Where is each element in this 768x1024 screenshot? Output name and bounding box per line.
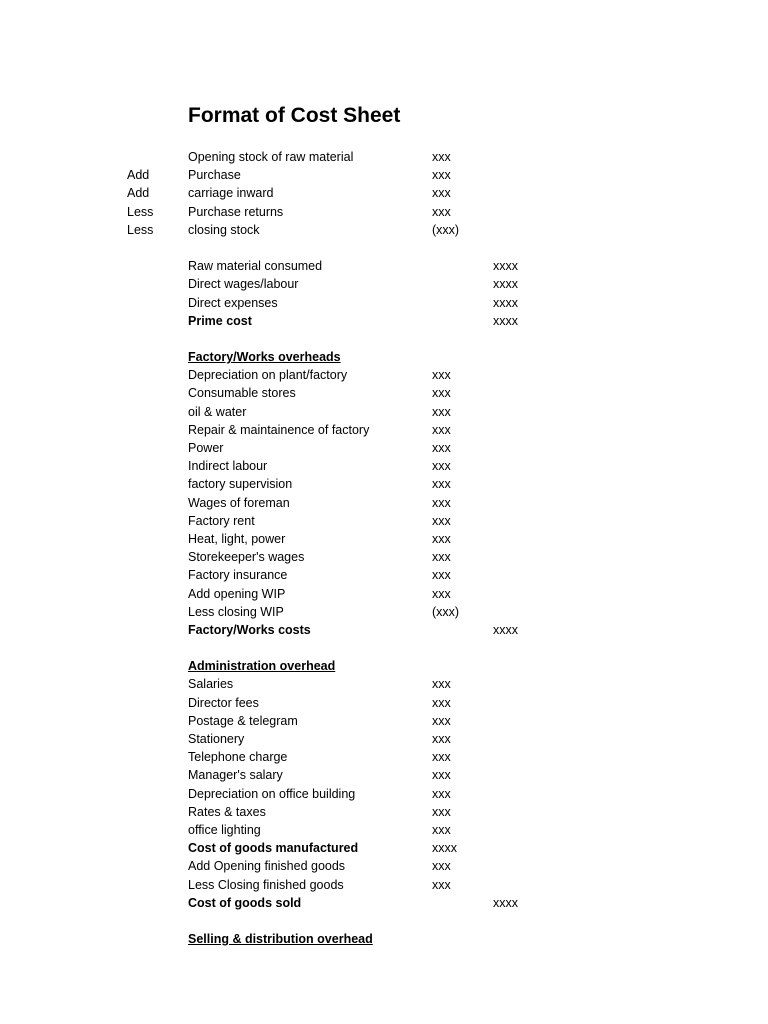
row-label: Add Opening finished goods	[188, 859, 346, 874]
row-label: Prime cost	[188, 313, 252, 328]
row-label: carriage inward	[188, 186, 274, 201]
row-label: Repair & maintainence of factory	[188, 422, 370, 437]
row-amount-col1: xxxx	[432, 841, 457, 856]
spacer-row	[0, 330, 768, 348]
cost-row	[0, 384, 768, 402]
row-label: Administration overhead	[188, 659, 336, 674]
row-label: Indirect labour	[188, 459, 268, 474]
row-amount-col1: xxx	[432, 204, 451, 219]
cost-row	[0, 257, 768, 275]
cost-row	[0, 403, 768, 421]
cost-row	[0, 603, 768, 621]
row-amount-col1: xxx	[432, 677, 451, 692]
cost-row	[0, 857, 768, 875]
row-amount-col1: xxx	[432, 168, 451, 183]
row-amount-col1: xxx	[432, 150, 451, 164]
row-prefix: Add	[127, 186, 150, 201]
row-amount-col1: xxx	[432, 750, 451, 765]
row-label: Add opening WIP	[188, 586, 286, 601]
section-heading-row	[0, 930, 768, 948]
cost-row	[0, 876, 768, 894]
row-label: Depreciation on office building	[188, 786, 356, 801]
row-amount-col1: xxx	[432, 786, 451, 801]
cost-row	[0, 203, 768, 221]
row-prefix: Less	[127, 204, 154, 219]
row-amount-col1: xxx	[432, 768, 451, 783]
cost-row	[0, 221, 768, 239]
cost-row	[0, 439, 768, 457]
row-amount-col2: xxxx	[493, 622, 518, 637]
row-label: factory supervision	[188, 477, 293, 492]
row-label: Postage & telegram	[188, 713, 298, 728]
row-label: Wages of foreman	[188, 495, 290, 510]
row-label: Purchase returns	[188, 204, 284, 219]
cost-row	[0, 803, 768, 821]
cost-row	[0, 785, 768, 803]
cost-row	[0, 675, 768, 693]
cost-row	[0, 839, 768, 857]
cost-row	[0, 494, 768, 512]
row-amount-col1: xxx	[432, 186, 451, 201]
row-label: Direct expenses	[188, 295, 278, 310]
row-label: Manager's salary	[188, 768, 283, 783]
row-amount-col1: xxx	[432, 368, 451, 383]
row-label: Factory/Works costs	[188, 622, 311, 637]
row-amount-col1: xxx	[432, 586, 451, 601]
row-amount-col1: xxx	[432, 404, 451, 419]
row-label: Heat, light, power	[188, 531, 286, 546]
row-amount-col1: xxx	[432, 713, 451, 728]
row-label: Telephone charge	[188, 750, 288, 765]
cost-row	[0, 294, 768, 312]
cost-row	[0, 475, 768, 493]
section-heading-row	[0, 348, 768, 366]
row-amount-col1: xxx	[432, 459, 451, 474]
row-label: Director fees	[188, 695, 259, 710]
spacer-row	[0, 912, 768, 930]
cost-sheet-table	[0, 148, 768, 948]
row-label: office lighting	[188, 822, 261, 837]
spacer-row	[0, 639, 768, 657]
row-amount-col1: xxx	[432, 568, 451, 583]
row-label: Direct wages/labour	[188, 277, 299, 292]
cost-row	[0, 766, 768, 784]
row-amount-col2: xxxx	[493, 313, 518, 328]
row-label: oil & water	[188, 404, 247, 419]
row-label: Rates & taxes	[188, 804, 266, 819]
section-heading-row	[0, 657, 768, 675]
row-label: Cost of goods sold	[188, 895, 302, 910]
row-amount-col1: xxx	[432, 732, 451, 746]
spacer-row	[0, 239, 768, 257]
row-amount-col1: (xxx)	[432, 604, 460, 619]
row-amount-col1: xxx	[432, 531, 451, 546]
row-label: Selling & distribution overhead	[188, 932, 373, 947]
cost-row	[0, 457, 768, 475]
row-label: Factory insurance	[188, 568, 288, 583]
row-amount-col1: xxx	[432, 822, 451, 837]
row-amount-col1: xxx	[432, 386, 451, 401]
row-amount-col1: xxx	[432, 550, 451, 565]
row-label: Purchase	[188, 168, 241, 183]
row-amount-col2: xxxx	[493, 277, 518, 292]
row-label: Depreciation on plant/factory	[188, 368, 348, 383]
row-label: Power	[188, 441, 224, 455]
row-label: Stationery	[188, 732, 245, 746]
row-label: Raw material consumed	[188, 259, 323, 274]
document-title: Format of Cost Sheet	[188, 104, 401, 127]
row-amount-col2: xxxx	[493, 895, 518, 910]
row-label: Less Closing finished goods	[188, 877, 344, 892]
cost-row	[0, 275, 768, 293]
cost-row	[0, 530, 768, 548]
cost-row	[0, 748, 768, 766]
row-amount-col1: xxx	[432, 804, 451, 819]
cost-row	[0, 421, 768, 439]
cost-row	[0, 694, 768, 712]
row-amount-col1: xxx	[432, 422, 451, 437]
row-amount-col1: xxx	[432, 477, 451, 492]
row-amount-col1: xxx	[432, 441, 451, 455]
cost-row	[0, 730, 768, 748]
row-amount-col2: xxxx	[493, 259, 518, 274]
row-amount-col2: xxxx	[493, 295, 518, 310]
cost-row	[0, 566, 768, 584]
row-label: Opening stock of raw material	[188, 150, 354, 164]
cost-row	[0, 712, 768, 730]
row-amount-col1: xxx	[432, 513, 451, 528]
cost-row	[0, 512, 768, 530]
cost-row	[0, 148, 768, 166]
row-label: Factory/Works overheads	[188, 350, 341, 365]
row-prefix: Add	[127, 168, 150, 183]
cost-row	[0, 621, 768, 639]
row-amount-col1: xxx	[432, 859, 451, 874]
row-amount-col1: (xxx)	[432, 222, 460, 237]
row-amount-col1: xxx	[432, 877, 451, 892]
row-label: Storekeeper's wages	[188, 550, 305, 565]
cost-row	[0, 366, 768, 384]
row-amount-col1: xxx	[432, 495, 451, 510]
cost-row	[0, 548, 768, 566]
cost-row	[0, 585, 768, 603]
row-label: Salaries	[188, 677, 234, 692]
row-label: Less closing WIP	[188, 604, 284, 619]
row-label: Factory rent	[188, 513, 255, 528]
row-label: closing stock	[188, 222, 260, 237]
row-prefix: Less	[127, 222, 154, 237]
row-label: Consumable stores	[188, 386, 296, 401]
cost-row	[0, 894, 768, 912]
cost-row	[0, 184, 768, 202]
cost-row	[0, 821, 768, 839]
row-amount-col1: xxx	[432, 695, 451, 710]
cost-row	[0, 312, 768, 330]
row-label: Cost of goods manufactured	[188, 841, 359, 856]
cost-row	[0, 166, 768, 184]
